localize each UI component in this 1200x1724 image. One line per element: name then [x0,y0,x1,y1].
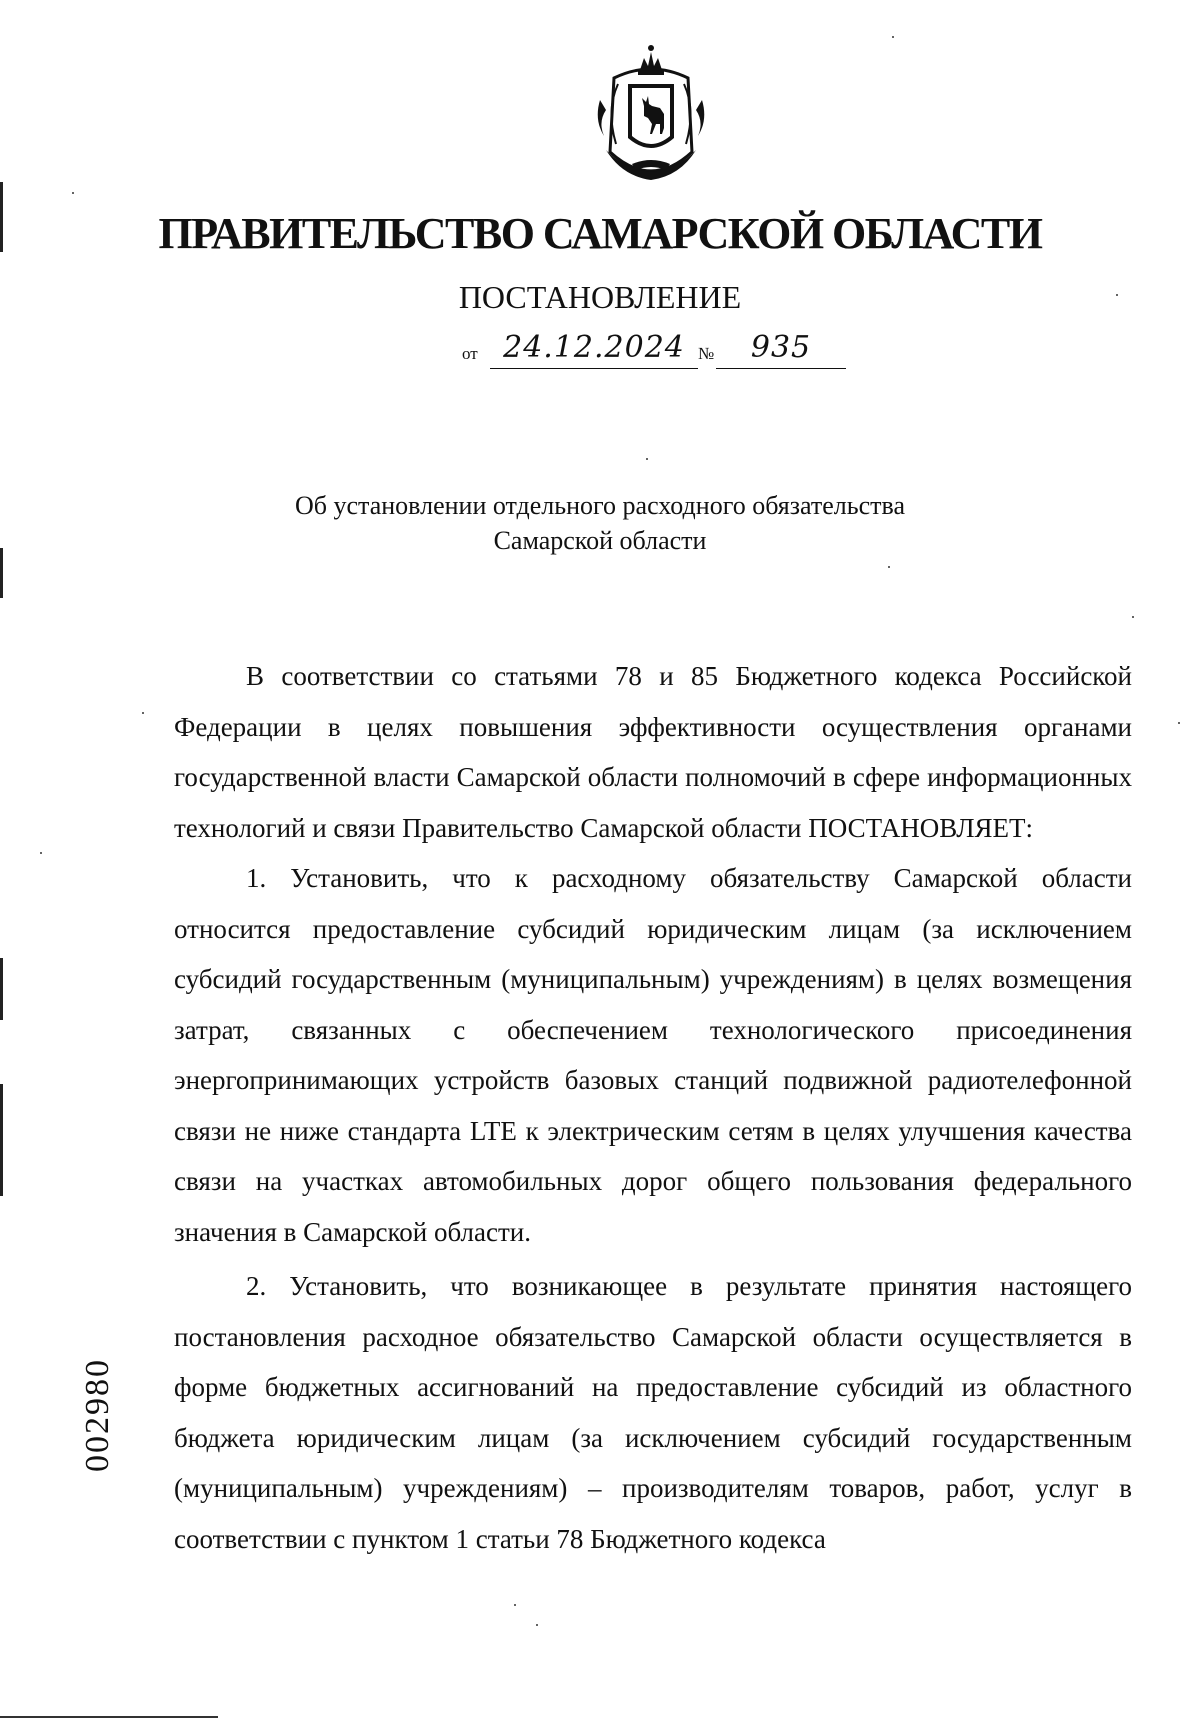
scan-speck [40,852,42,854]
scan-speck [72,192,74,194]
subject-line: Об установлении отдельного расходного обязательства [294,491,906,520]
scan-speck [514,1604,516,1606]
date-prefix: от [462,344,478,363]
handwritten-date: 24.12.2024 [490,330,698,369]
document-body [174,651,1132,1564]
scan-speck [1132,616,1134,618]
scan-speck [646,458,648,460]
scan-speck [536,1624,538,1626]
government-title: ПРАВИТЕЛЬСТВО САМАРСКОЙ ОБЛАСТИ [158,209,1042,258]
number-prefix: № [698,344,715,363]
body-paragraph: В соответствии со статьями 78 и 85 Бюджетного кодекса Российской Федерации в целях повышения эффективности осуществления органами государственной власти Самарской области полномочий в сфере информационных технологий и связи Правительство Самарской области ПОСТАНОВЛЯЕТ: [174,661,1132,843]
registration-number: 002980 [79,1358,116,1472]
scan-speck [1178,722,1180,724]
document-type: ПОСТАНОВЛЕНИЕ [458,279,742,315]
scan-speck [892,36,894,38]
document-subject [0,488,1200,558]
subject-line: Самарской области [493,526,707,555]
coat-of-arms-icon [592,40,710,186]
scan-speck [888,566,890,568]
handwritten-number: 935 [716,330,846,369]
body-paragraph: 2. Установить, что возникающее в результате принятия настоящего постановления расходное обязательство Самарской области осуществляется в форме бюджетных ассигнований на предоставление субсидий из областного бюджета юридическим лицам (за исключением субсидий государственным (муниципальным) учреждениям) – производителям товаров, работ, услуг в соответствии с пунктом 1 статьи 78 Бюджетного кодекса [174,1271,1132,1554]
scan-bottom-rule [0,1716,218,1718]
date-number-line [462,330,862,376]
scan-speck [142,712,144,714]
scan-edge-mark [0,1084,3,1196]
scan-edge-mark [0,958,3,1020]
body-paragraph: 1. Установить, что к расходному обязательству Самарской области относится предоставление субсидий юридическим лицам (за исключением субсидий государственным (муниципальным) учреждениям) в целях возмещения затрат, связанных с обеспечением технологического присоединения энергопринимающих устройств базовых станций подвижной радиотелефонной связи не ниже стандарта LTE к электрическим сетям в целях улучшения качества связи на участках автомобильных дорог общего пользования федерального значения в Самарской области. [174,863,1132,1247]
